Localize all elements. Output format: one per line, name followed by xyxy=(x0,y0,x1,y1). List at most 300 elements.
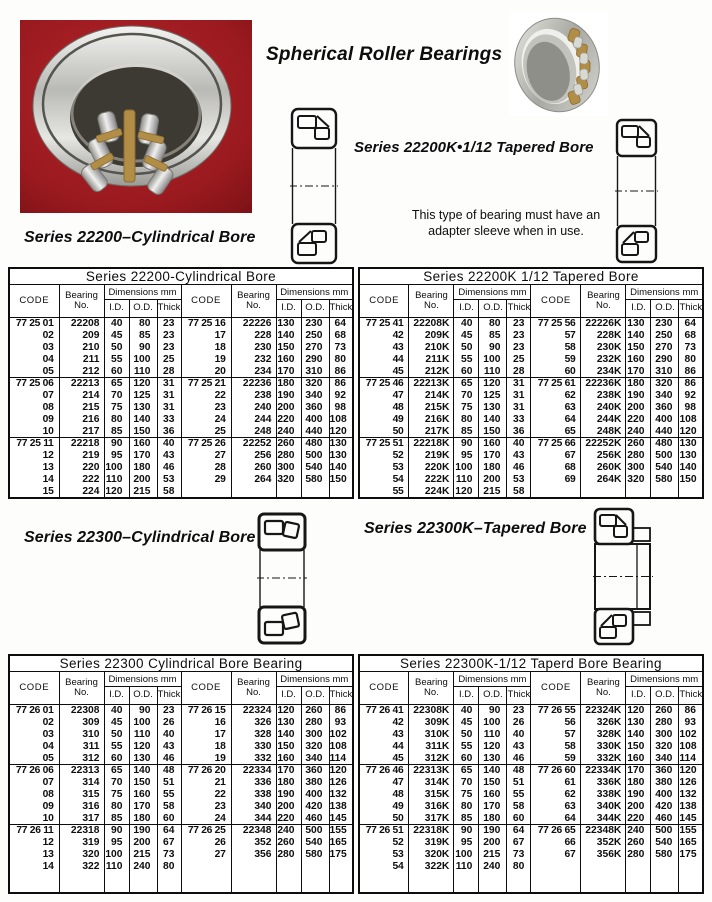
table-cell: 250 xyxy=(651,330,679,342)
table-cell: 70 xyxy=(454,390,479,402)
table-cell: 145 xyxy=(329,812,347,824)
table-cell: 338 xyxy=(231,789,276,801)
table-cell: 108 xyxy=(679,413,697,425)
table-cell: 54 xyxy=(359,860,409,872)
table-cell: 332 xyxy=(231,752,276,764)
table-cell: 140 xyxy=(329,461,347,473)
table-cell: 22308K xyxy=(409,705,454,717)
table-cell: 234 xyxy=(231,365,276,377)
table-cell: 18 xyxy=(181,342,231,354)
filler-cell xyxy=(276,872,301,893)
table-cell: 75 xyxy=(104,402,129,414)
table-cell: 22252K xyxy=(581,437,626,449)
table-cell: 460 xyxy=(651,812,679,824)
table-cell: 47 xyxy=(359,777,409,789)
filler-cell xyxy=(479,872,507,893)
table-cell: 224K xyxy=(409,485,454,498)
table-cell: 215K xyxy=(409,402,454,414)
col-header-dimensions: Dimensions mm xyxy=(454,672,531,687)
table-cell: 180 xyxy=(276,777,301,789)
table-cell: 40 xyxy=(157,729,181,741)
adapter-note-line2: adapter sleeve when in use. xyxy=(428,224,584,238)
table-cell: 320 xyxy=(626,473,651,485)
table-cell: 132 xyxy=(679,788,697,800)
table-cell: 322K xyxy=(409,860,454,872)
table-cell: 77 26 60 xyxy=(531,764,581,776)
table-cell: 22324K xyxy=(581,705,626,717)
table-cell: 60 xyxy=(531,365,581,377)
table-cell: 25 xyxy=(181,425,231,437)
filler-cell xyxy=(531,872,581,893)
filler-cell xyxy=(157,872,181,893)
col-header-id: I.D. xyxy=(104,687,129,705)
filler-cell xyxy=(359,872,409,893)
table-cell: 80 xyxy=(454,800,479,812)
table-cell xyxy=(276,485,301,498)
table-cell: 580 xyxy=(301,473,329,485)
table-cell: 130 xyxy=(679,437,703,449)
table-cell: 130 xyxy=(626,318,651,330)
table-cell: 58 xyxy=(157,485,181,498)
table-cell: 240 xyxy=(129,860,157,872)
table-cell: 200 xyxy=(626,402,651,414)
table-cell: 130 xyxy=(329,450,347,462)
col-header-dimensions: Dimensions mm xyxy=(104,285,181,300)
table-cell: 70 xyxy=(104,390,129,402)
table-cell: 150 xyxy=(626,342,651,354)
table-22200-cylindrical-bore xyxy=(8,267,354,499)
table-cell: 77 26 15 xyxy=(181,705,231,717)
table-cell: 150 xyxy=(276,342,301,354)
table-cell: 70 xyxy=(104,777,129,789)
table-cell: 250 xyxy=(301,330,329,342)
cross-section-22300-drawing xyxy=(257,512,307,650)
table-cell: 95 xyxy=(104,837,129,849)
table-cell: 15 xyxy=(9,485,59,498)
table-cell: 125 xyxy=(129,390,157,402)
table-title: Series 22200K 1/12 Tapered Bore xyxy=(359,268,703,285)
table-cell: 316K xyxy=(409,800,454,812)
table-cell: 19 xyxy=(181,353,231,365)
col-header-id: I.D. xyxy=(276,687,301,705)
table-cell: 280 xyxy=(651,717,679,729)
table-cell: 22318K xyxy=(409,824,454,836)
table-cell: 22334 xyxy=(231,764,276,776)
table-cell: 03 xyxy=(9,729,59,741)
table-title: Series 22300 Cylindrical Bore Bearing xyxy=(9,655,353,672)
page-title: Spherical Roller Bearings xyxy=(266,44,503,65)
table-cell: 100 xyxy=(454,462,479,474)
col-header-thick: Thick xyxy=(157,300,181,318)
table-cell: 110 xyxy=(104,860,129,872)
table-cell: 40 xyxy=(104,705,129,717)
table-cell: 328K xyxy=(581,729,626,741)
table-cell: 138 xyxy=(679,800,697,812)
table-cell: 23 xyxy=(157,705,181,717)
col-header-od: O.D. xyxy=(129,687,157,705)
table-cell: 310 xyxy=(651,365,679,377)
table-cell: 314K xyxy=(409,777,454,789)
table-cell: 90 xyxy=(129,705,157,717)
adapter-note-line1: This type of bearing must have an xyxy=(411,208,601,222)
table-cell: 50 xyxy=(454,729,479,741)
table-cell: 46 xyxy=(157,752,181,764)
table-cell: 165 xyxy=(679,837,697,849)
table-cell: 300 xyxy=(301,729,329,741)
table-cell: 220 xyxy=(626,812,651,824)
filler-cell xyxy=(59,872,104,893)
table-cell: 420 xyxy=(651,800,679,812)
table-cell: 77 25 06 xyxy=(9,377,59,389)
table-cell: 77 26 51 xyxy=(359,824,409,836)
table-cell: 170 xyxy=(626,365,651,377)
table-cell: 90 xyxy=(104,437,129,449)
table-cell: 320 xyxy=(301,377,329,389)
table-cell: 55 xyxy=(454,740,479,752)
table-cell: 240 xyxy=(276,425,301,437)
filler-cell xyxy=(409,872,454,893)
table-cell: 540 xyxy=(301,462,329,474)
table-cell: 22313 xyxy=(59,764,104,776)
cross-section-22200-drawing xyxy=(290,107,338,270)
table-cell: 224 xyxy=(59,485,104,498)
table-cell: 130 xyxy=(276,318,301,330)
table-cell: 85 xyxy=(104,812,129,824)
table-cell: 356 xyxy=(231,849,276,861)
table-cell: 130 xyxy=(129,402,157,414)
col-header-bearing-no: Bearing No. xyxy=(409,285,454,318)
filler-cell xyxy=(507,872,531,893)
table-cell: 56 xyxy=(531,717,581,729)
table-cell: 65 xyxy=(104,764,129,776)
col-header-dimensions: Dimensions mm xyxy=(626,285,703,300)
table-cell: 77 25 16 xyxy=(181,318,231,330)
table-cell: 315 xyxy=(59,789,104,801)
table-cell: 320K xyxy=(409,849,454,861)
table-cell: 222K xyxy=(409,473,454,485)
table-cell: 23 xyxy=(157,330,181,342)
table-cell: 190 xyxy=(276,390,301,402)
table-cell: 19 xyxy=(181,752,231,764)
table-cell: 04 xyxy=(9,740,59,752)
cross-section-22300k-drawing xyxy=(593,507,657,652)
table-cell: 322 xyxy=(59,860,104,872)
table-cell: 200 xyxy=(479,837,507,849)
table-cell: 102 xyxy=(679,728,697,740)
table-cell: 170 xyxy=(276,365,301,377)
table-cell: 190 xyxy=(129,824,157,836)
table-cell: 51 xyxy=(507,777,531,789)
table-cell: 22308 xyxy=(59,705,104,717)
table-22300-cylindrical-bore xyxy=(8,654,354,894)
table-cell: 22236 xyxy=(231,377,276,389)
table-cell: 280 xyxy=(301,717,329,729)
table-cell: 60 xyxy=(104,365,129,377)
table-cell: 190 xyxy=(276,789,301,801)
col-header-dimensions: Dimensions mm xyxy=(454,285,531,300)
table-cell: 240 xyxy=(626,824,651,836)
table-cell: 31 xyxy=(157,402,181,414)
table-cell: 77 26 65 xyxy=(531,824,581,836)
table-cell: 45 xyxy=(359,365,409,377)
table-cell: 40 xyxy=(454,318,479,330)
table-cell: 120 xyxy=(626,705,651,717)
col-header-code: CODE xyxy=(531,285,581,318)
filler-cell xyxy=(679,872,703,893)
table-cell: 260 xyxy=(626,837,651,849)
table-cell: 45 xyxy=(104,330,129,342)
table-cell: 55 xyxy=(507,789,531,801)
table-cell: 180 xyxy=(479,462,507,474)
table-cell: 209K xyxy=(409,330,454,342)
table-cell: 31 xyxy=(507,377,531,389)
table-cell: 260 xyxy=(651,705,679,717)
table-cell: 85 xyxy=(454,425,479,437)
table-cell: 130 xyxy=(679,450,697,462)
table-cell: 64 xyxy=(334,318,346,330)
table-cell: 77 25 46 xyxy=(359,377,409,389)
col-header-od: O.D. xyxy=(301,687,329,705)
table-cell: 62 xyxy=(531,390,581,402)
table-cell: 150 xyxy=(329,473,347,485)
col-header-code: CODE xyxy=(9,285,59,318)
table-cell: 64 xyxy=(684,318,696,330)
table-cell: 23 xyxy=(181,800,231,812)
table-cell: 200 xyxy=(276,402,301,414)
table-cell: 256 xyxy=(231,450,276,462)
table-cell: 138 xyxy=(329,800,347,812)
table-cell: 125 xyxy=(479,390,507,402)
table-cell: 40 xyxy=(454,705,479,717)
table-cell: 108 xyxy=(329,740,347,752)
table-cell: 17 xyxy=(181,330,231,342)
table-cell: 170 xyxy=(129,800,157,812)
table-cell: 140 xyxy=(129,413,157,425)
col-header-thick: Thick xyxy=(679,300,703,318)
table-cell: 120 xyxy=(329,425,347,437)
table-cell: 48 xyxy=(359,789,409,801)
table-cell: 05 xyxy=(9,365,59,377)
table-cell: 45 xyxy=(454,717,479,729)
table-cell xyxy=(181,860,231,872)
col-header-od: O.D. xyxy=(301,300,329,318)
table-cell: 33 xyxy=(507,413,531,425)
table-cell: 160 xyxy=(129,789,157,801)
col-header-thick: Thick xyxy=(157,687,181,705)
table-cell: 100 xyxy=(479,353,507,365)
table-cell: 356K xyxy=(581,849,626,861)
table-cell: 42 xyxy=(359,330,409,342)
table-cell: 22226 xyxy=(231,318,276,330)
table-title: Series 22200-Cylindrical Bore xyxy=(9,268,353,285)
table-cell: 310 xyxy=(301,365,329,377)
table-cell: 280 xyxy=(276,450,301,462)
table-cell: 51 xyxy=(157,777,181,789)
table-cell: 150 xyxy=(479,777,507,789)
table-cell: 95 xyxy=(454,837,479,849)
col-header-code: CODE xyxy=(531,672,581,705)
table-cell: 21 xyxy=(181,777,231,789)
table-cell: 316 xyxy=(59,800,104,812)
table-cell: 220 xyxy=(276,812,301,824)
table-cell: 12 xyxy=(9,837,59,849)
table-cell: 120 xyxy=(479,740,507,752)
table-cell: 69 xyxy=(531,473,581,485)
table-cell: 311K xyxy=(409,740,454,752)
table-cell: 180 xyxy=(129,812,157,824)
bearing-photo-large-image xyxy=(20,20,252,213)
table-cell: 23 xyxy=(157,318,181,330)
table-cell xyxy=(581,860,626,872)
table-cell: 344K xyxy=(581,812,626,824)
table-cell: 110 xyxy=(479,729,507,741)
table-cell: 43 xyxy=(359,342,409,354)
table-cell: 80 xyxy=(684,353,696,365)
table-cell: 77 26 20 xyxy=(181,764,231,776)
col-header-id: I.D. xyxy=(626,687,651,705)
table-cell xyxy=(679,485,703,498)
table-cell: 86 xyxy=(679,377,703,389)
table-cell: 22213K xyxy=(409,377,454,389)
table-cell: 43 xyxy=(507,450,531,462)
table-cell: 215 xyxy=(479,849,507,861)
table-cell: 55 xyxy=(157,789,181,801)
col-header-dimensions: Dimensions mm xyxy=(276,285,353,300)
table-cell: 170 xyxy=(479,800,507,812)
table-cell: 63 xyxy=(531,402,581,414)
table-cell: 53 xyxy=(157,473,181,485)
table-cell: 580 xyxy=(651,473,679,485)
table-cell: 234K xyxy=(581,365,626,377)
table-cell: 150 xyxy=(276,740,301,752)
table-cell: 328 xyxy=(231,729,276,741)
table-cell: 340K xyxy=(581,800,626,812)
table-cell: 214K xyxy=(409,390,454,402)
table-cell: 27 xyxy=(181,849,231,861)
table-cell: 23 xyxy=(507,342,531,354)
table-cell: 46 xyxy=(507,752,531,764)
table-cell: 43 xyxy=(359,729,409,741)
table-cell xyxy=(181,485,231,498)
table-cell: 22 xyxy=(181,390,231,402)
table-cell: 110 xyxy=(129,729,157,741)
table-cell: 190 xyxy=(479,824,507,836)
table-cell: 260 xyxy=(626,437,651,449)
table-cell: 140 xyxy=(276,729,301,741)
table-cell: 77 26 25 xyxy=(181,824,231,836)
col-header-dimensions: Dimensions mm xyxy=(104,672,181,687)
table-cell: 140 xyxy=(679,461,697,473)
table-cell: 08 xyxy=(9,402,59,414)
table-cell: 314 xyxy=(59,777,104,789)
table-cell: 07 xyxy=(9,777,59,789)
table-cell: 50 xyxy=(104,729,129,741)
table-cell: 440 xyxy=(651,425,679,437)
table-cell: 300 xyxy=(651,729,679,741)
table-cell: 360 xyxy=(301,764,329,776)
table-cell: 165 xyxy=(329,837,347,849)
table-cell: 340 xyxy=(301,390,329,402)
table-cell: 244 xyxy=(231,413,276,425)
table-cell: 260 xyxy=(276,837,301,849)
adapter-note xyxy=(398,207,614,239)
table-cell: 217K xyxy=(409,425,454,437)
table-cell xyxy=(231,485,276,498)
table-cell: 80 xyxy=(157,860,181,872)
table-cell: 440 xyxy=(301,425,329,437)
table-cell: 67 xyxy=(507,837,531,849)
table-cell: 12 xyxy=(9,450,59,462)
table-cell: 63 xyxy=(531,800,581,812)
table-cell: 160 xyxy=(626,353,651,365)
table-cell: 77 26 55 xyxy=(531,705,581,717)
table-cell: 211K xyxy=(409,353,454,365)
table-cell: 352K xyxy=(581,837,626,849)
table-cell: 77 26 01 xyxy=(9,705,59,717)
table-cell: 40 xyxy=(507,729,531,741)
table-cell: 66 xyxy=(531,837,581,849)
table-cell: 55 xyxy=(454,353,479,365)
table-cell: 10 xyxy=(9,812,59,824)
table-cell: 120 xyxy=(479,377,507,389)
table-cell: 23 xyxy=(157,342,181,354)
table-22200k-tapered-bore xyxy=(358,267,704,499)
table-cell: 43 xyxy=(157,740,181,752)
table-cell: 170 xyxy=(276,764,301,776)
table-cell: 220K xyxy=(409,462,454,474)
table-cell: 190 xyxy=(626,789,651,801)
table-cell: 90 xyxy=(479,342,507,354)
table-cell: 80 xyxy=(454,413,479,425)
table-cell: 238 xyxy=(231,390,276,402)
table-cell: 360 xyxy=(301,402,329,414)
table-cell: 150 xyxy=(129,777,157,789)
table-cell xyxy=(651,485,679,498)
table-cell: 75 xyxy=(454,789,479,801)
table-cell: 57 xyxy=(531,729,581,741)
table-cell: 130 xyxy=(479,752,507,764)
table-cell: 93 xyxy=(334,717,347,729)
filler-cell xyxy=(129,872,157,893)
table-cell: 110 xyxy=(454,473,479,485)
table-cell: 27 xyxy=(181,450,231,462)
table-cell xyxy=(626,860,651,872)
table-cell: 61 xyxy=(531,777,581,789)
table-cell: 380 xyxy=(651,777,679,789)
col-header-dimensions: Dimensions mm xyxy=(626,672,703,687)
table-cell: 216 xyxy=(59,413,104,425)
table-cell: 67 xyxy=(531,450,581,462)
table-cell: 45 xyxy=(454,330,479,342)
table-cell: 62 xyxy=(531,789,581,801)
table-cell: 65 xyxy=(454,377,479,389)
table-cell: 210 xyxy=(59,342,104,354)
table-cell: 46 xyxy=(157,462,181,474)
table-cell: 260 xyxy=(301,705,329,717)
table-cell: 90 xyxy=(479,705,507,717)
table-cell: 09 xyxy=(9,800,59,812)
table-cell: 90 xyxy=(104,824,129,836)
table-cell: 300 xyxy=(276,462,301,474)
table-cell: 59 xyxy=(531,353,581,365)
table-cell: 22218K xyxy=(409,437,454,449)
table-cell: 100 xyxy=(129,353,157,365)
table-cell: 336 xyxy=(231,777,276,789)
table-cell: 140 xyxy=(479,413,507,425)
cross-section-22300-icon xyxy=(257,512,307,645)
table-cell: 22324 xyxy=(231,705,276,717)
table-cell: 338K xyxy=(581,789,626,801)
